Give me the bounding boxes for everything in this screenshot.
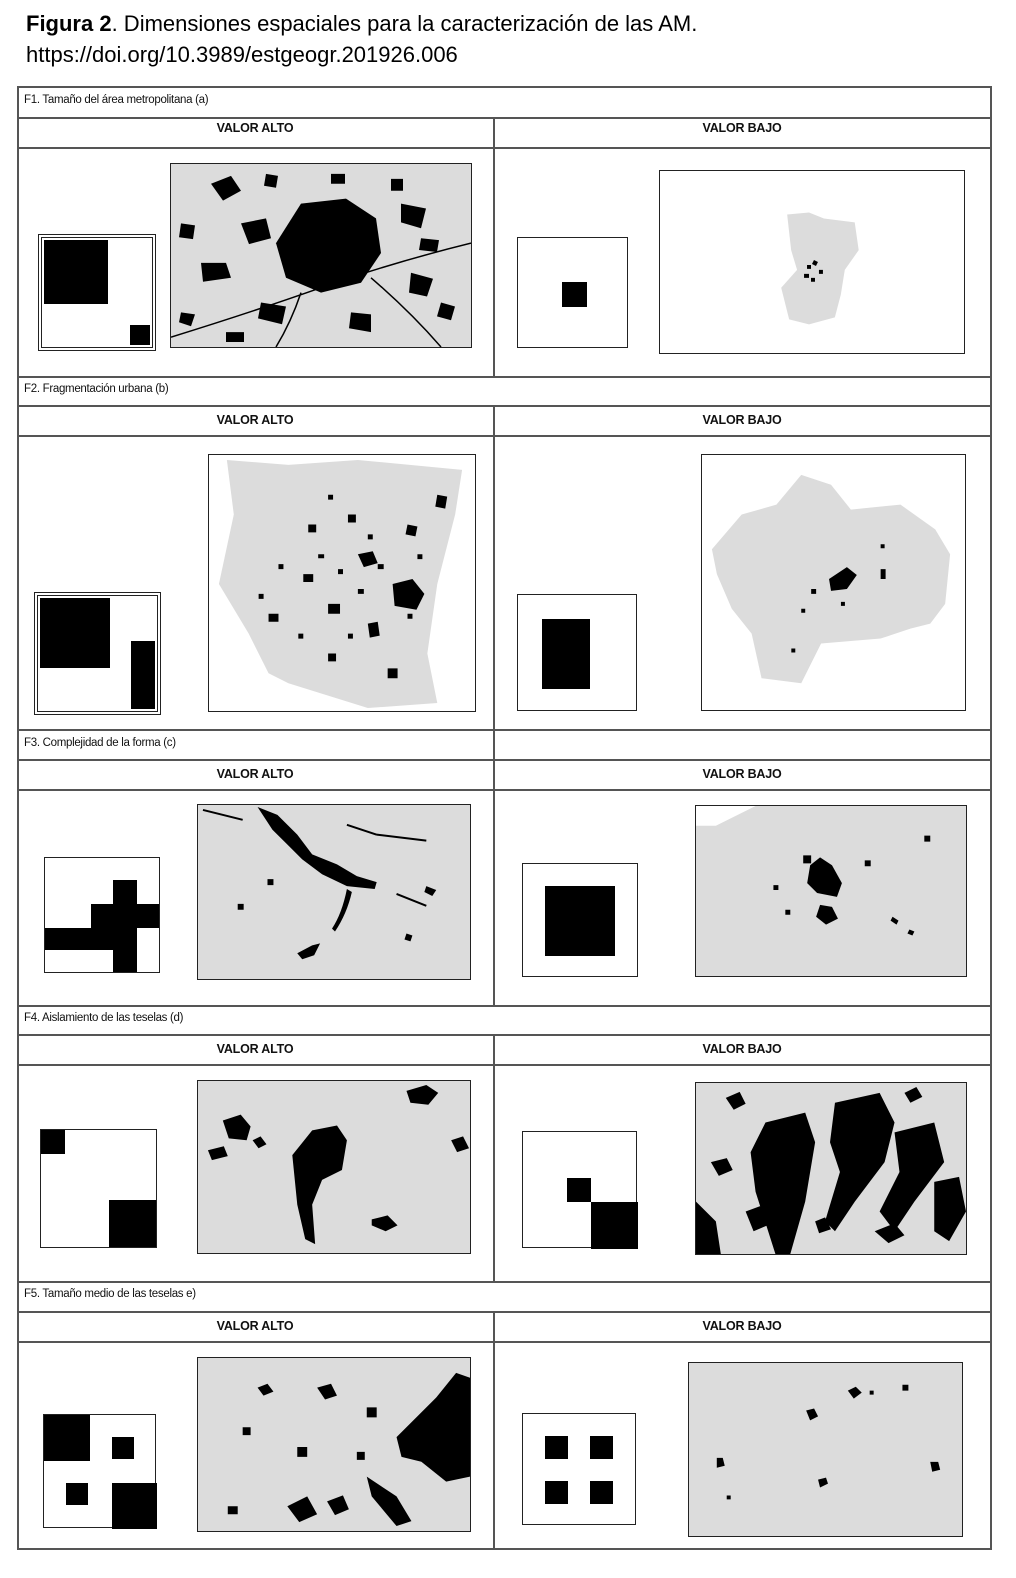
figure-caption xyxy=(26,8,986,70)
schematic-f1-high xyxy=(41,237,153,348)
schematic-f3-low xyxy=(522,863,638,977)
schematic-f2-low xyxy=(517,594,637,711)
table-rule xyxy=(17,117,992,119)
schematic-f3-high xyxy=(44,857,160,973)
table-rule xyxy=(17,405,992,407)
col-head-high: VALOR ALTO xyxy=(216,121,294,135)
table-rule xyxy=(17,435,992,437)
col-head-high: VALOR ALTO xyxy=(216,1042,294,1056)
col-head-high: VALOR ALTO xyxy=(216,767,294,781)
row-label-f5: F5. Tamaño medio de las teselas e) xyxy=(24,1288,196,1300)
schematic-f4-high xyxy=(40,1129,157,1248)
figure-label: Figura 2 xyxy=(26,11,112,36)
schematic-f2-high xyxy=(37,595,158,712)
map-f3-high xyxy=(197,804,471,980)
map-f5-low xyxy=(688,1362,963,1537)
column-rule xyxy=(493,1311,495,1550)
table-rule xyxy=(17,1064,992,1066)
col-head-low: VALOR BAJO xyxy=(702,1319,782,1333)
table-rule xyxy=(17,1005,992,1007)
table-rule xyxy=(17,759,992,761)
col-head-low: VALOR BAJO xyxy=(702,1042,782,1056)
row-label-f1: F1. Tamaño del área metropolitana (a) xyxy=(24,94,209,106)
row-label-f4: F4. Aislamiento de las teselas (d) xyxy=(24,1012,184,1024)
map-f1-high xyxy=(170,163,472,348)
schematic-f5-high xyxy=(43,1414,156,1528)
row-label-f2: F2. Fragmentación urbana (b) xyxy=(24,383,169,395)
table-rule xyxy=(17,789,992,791)
table-rule xyxy=(17,147,992,149)
schematic-f4-low xyxy=(522,1131,637,1248)
figure-title: . Dimensiones espaciales para la caracterización de las AM. xyxy=(111,11,698,36)
row-label-f3: F3. Complejidad de la forma (c) xyxy=(24,737,176,749)
col-head-low: VALOR BAJO xyxy=(702,121,782,135)
map-f3-low xyxy=(695,805,967,977)
table-rule xyxy=(17,376,992,378)
schematic-f5-low xyxy=(522,1413,636,1525)
table-rule xyxy=(17,1034,992,1036)
col-head-low: VALOR BAJO xyxy=(702,413,782,427)
map-f2-high xyxy=(208,454,476,712)
map-f2-low xyxy=(701,454,966,711)
col-head-high: VALOR ALTO xyxy=(216,1319,294,1333)
column-rule xyxy=(493,1034,495,1281)
map-f1-low xyxy=(659,170,965,354)
table-rule xyxy=(17,1281,992,1283)
figure-doi: https://doi.org/10.3989/estgeogr.201926.006 xyxy=(26,42,458,67)
col-head-high: VALOR ALTO xyxy=(216,413,294,427)
map-f4-high xyxy=(197,1080,471,1254)
col-head-low: VALOR BAJO xyxy=(702,767,782,781)
schematic-f1-low xyxy=(517,237,628,348)
column-rule xyxy=(493,117,495,376)
map-f5-high xyxy=(197,1357,471,1532)
column-rule xyxy=(493,405,495,1005)
table-rule xyxy=(17,1311,992,1313)
map-f4-low xyxy=(695,1082,967,1255)
table-rule xyxy=(17,729,992,731)
table-rule xyxy=(17,1341,992,1343)
